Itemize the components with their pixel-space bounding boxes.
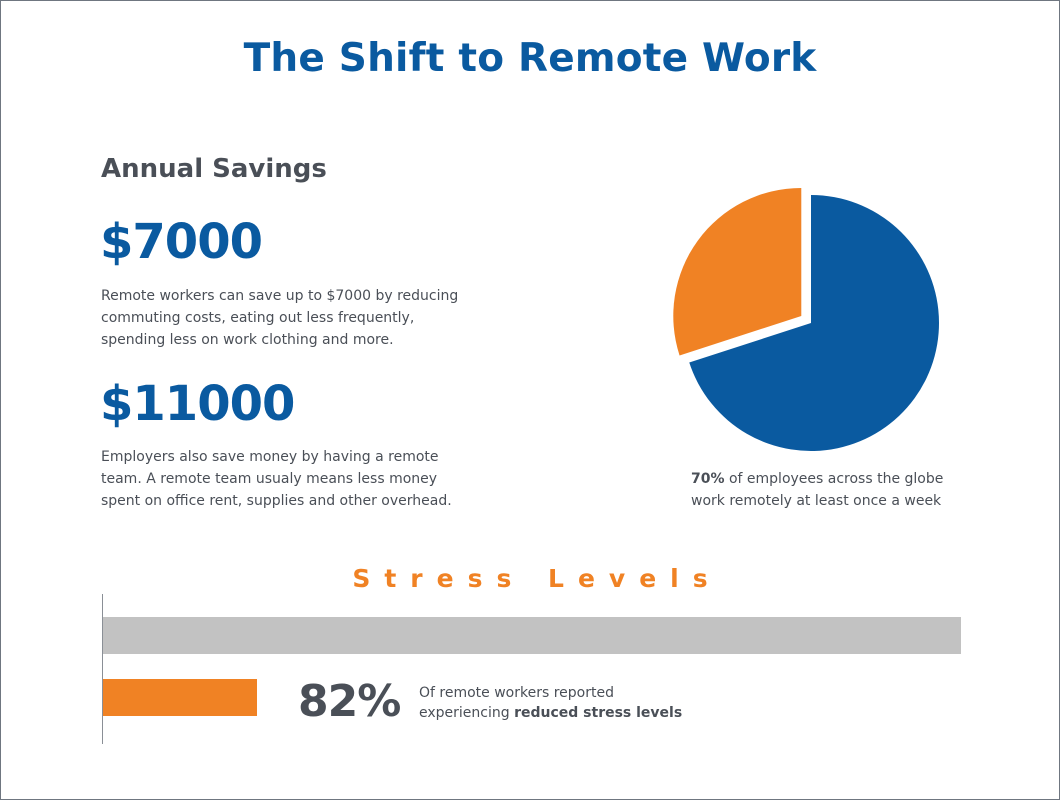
stress-levels-title: Stress Levels xyxy=(352,564,722,593)
stress-bar-fill xyxy=(103,679,257,716)
employer-savings-description: Employers also save money by having a remote team. A remote team usualy means less money spent on office rent, supplies and other overhead. xyxy=(101,449,452,509)
pie-caption-text: of employees across the globe work remotely at least once a week xyxy=(691,471,944,509)
stress-description-bold: reduced stress levels xyxy=(514,705,683,721)
stress-percent: 82% xyxy=(298,676,401,727)
stress-description xyxy=(419,683,719,723)
worker-savings-description: Remote workers can save up to $7000 by reducing commuting costs, eating out less frequently, spending less on work clothing and more. xyxy=(101,288,459,348)
pie-chart-svg xyxy=(660,180,960,470)
remote-work-pie-chart xyxy=(660,180,960,470)
pie-slice-2 xyxy=(673,188,801,356)
stress-bar-track xyxy=(103,617,961,654)
stress-description-plain: experiencing xyxy=(419,705,515,721)
annual-savings-heading: Annual Savings xyxy=(101,154,327,184)
stress-description-line1: Of remote workers reported xyxy=(419,685,614,701)
worker-savings-amount: $7000 xyxy=(100,214,262,270)
pie-caption xyxy=(691,468,981,512)
pie-caption-percent: 70% xyxy=(691,471,725,487)
page-title: The Shift to Remote Work xyxy=(243,36,817,81)
stress-description-line2 xyxy=(419,703,719,723)
employer-savings-amount: $11000 xyxy=(100,376,295,432)
